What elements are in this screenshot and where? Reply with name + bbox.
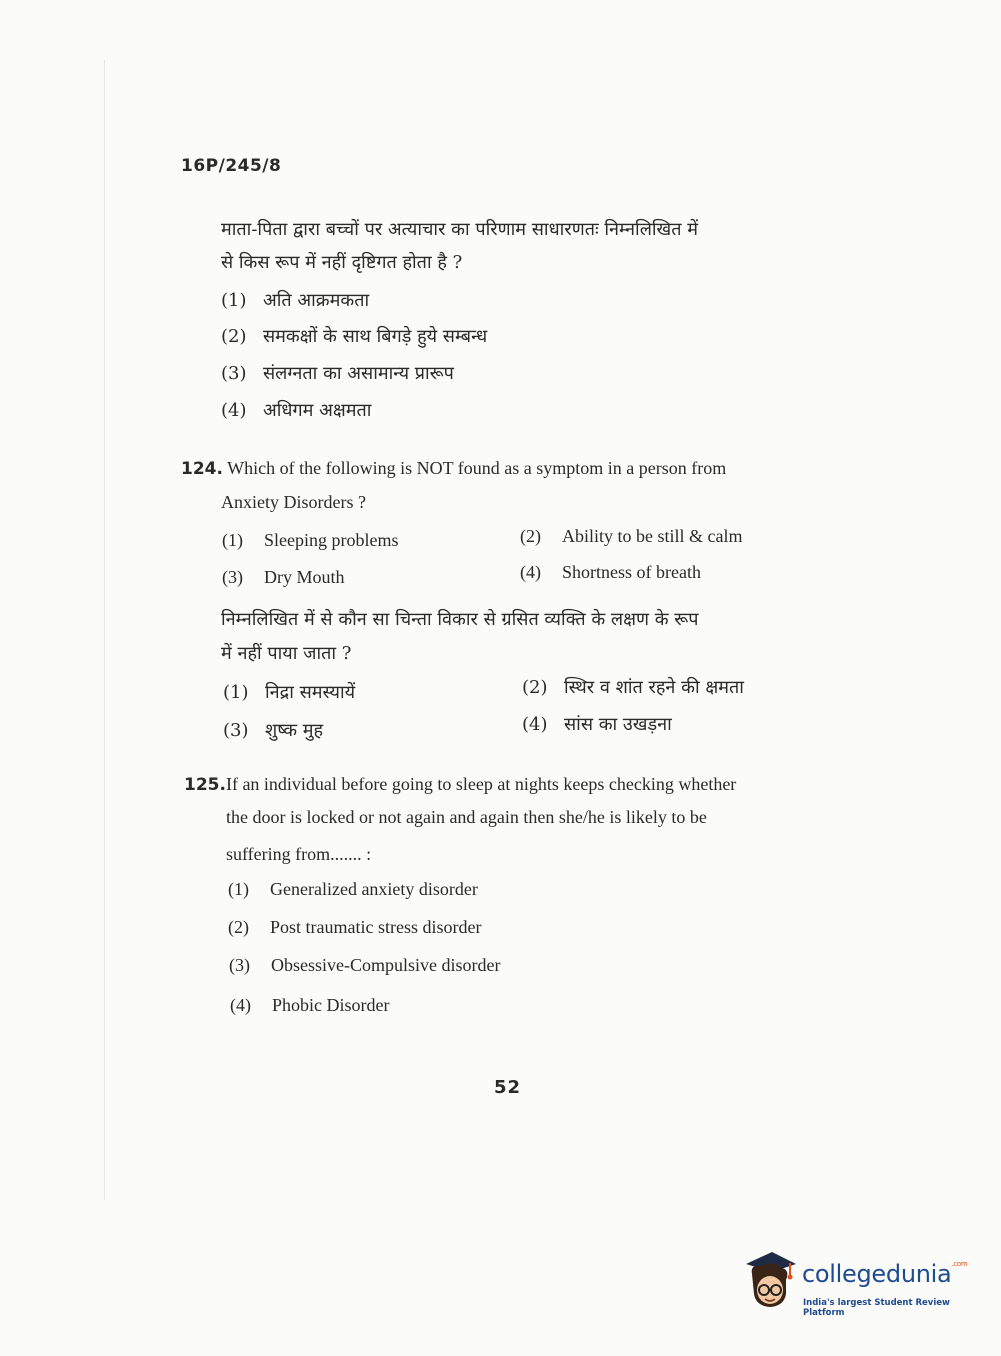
option-text: संलग्नता का असामान्य प्रारूप bbox=[263, 363, 454, 384]
q123-hindi-option-4 bbox=[221, 402, 371, 420]
paper-code: 16P/245/8 bbox=[181, 156, 282, 176]
option-text: स्थिर व शांत रहने की क्षमता bbox=[564, 677, 744, 698]
q124-option-1 bbox=[222, 531, 398, 549]
q125-stem-line1 bbox=[184, 775, 736, 794]
q125-option-1 bbox=[228, 880, 478, 898]
option-text: अति आक्रमकता bbox=[263, 290, 370, 311]
option-number: (3) bbox=[229, 955, 250, 975]
option-text: Ability to be still & calm bbox=[562, 526, 743, 546]
option-text: निद्रा समस्यायें bbox=[265, 682, 356, 703]
logo-tagline: India's largest Student Review Platform bbox=[803, 1298, 950, 1318]
option-number: (3) bbox=[221, 363, 247, 384]
q123-hindi-option-3 bbox=[221, 365, 454, 383]
logo-brand-text: collegedunia bbox=[802, 1260, 952, 1288]
mascot-icon bbox=[742, 1250, 800, 1310]
q124-option-4 bbox=[520, 563, 701, 581]
option-text: Phobic Disorder bbox=[272, 995, 390, 1015]
option-text: Dry Mouth bbox=[264, 567, 345, 587]
option-number: (4) bbox=[520, 562, 541, 582]
q125-option-4 bbox=[230, 996, 389, 1014]
q124-hindi-option-2 bbox=[522, 679, 744, 697]
option-number: (4) bbox=[221, 400, 247, 421]
option-text: Shortness of breath bbox=[562, 562, 701, 582]
option-number: (1) bbox=[228, 879, 249, 899]
q125-option-2 bbox=[228, 918, 481, 936]
option-text: Sleeping problems bbox=[264, 530, 399, 550]
q125-stem-line3: suffering from....... : bbox=[226, 844, 372, 864]
q123-hindi-stem-line1: माता-पिता द्वारा बच्चों पर अत्याचार का परिणाम साधारणतः निम्नलिखित में bbox=[221, 219, 699, 240]
question-text: Which of the following is NOT found as a symptom in a person from bbox=[227, 458, 727, 478]
logo-dotcom: .com bbox=[951, 1260, 968, 1268]
option-text: Generalized anxiety disorder bbox=[270, 879, 478, 899]
option-text: Post traumatic stress disorder bbox=[270, 917, 482, 937]
page-margin-line bbox=[104, 60, 105, 1200]
question-number: 125. bbox=[184, 775, 226, 795]
option-number: (3) bbox=[223, 720, 249, 741]
q123-hindi-stem-line2: से किस रूप में नहीं दृष्टिगत होता है ? bbox=[221, 252, 463, 273]
logo-brand bbox=[802, 1260, 967, 1288]
q125-option-3 bbox=[229, 956, 500, 974]
q124-stem-line2: Anxiety Disorders ? bbox=[221, 492, 366, 512]
option-number: (1) bbox=[222, 530, 243, 550]
q124-hindi-stem-line2: में नहीं पाया जाता ? bbox=[221, 643, 352, 664]
option-number: (2) bbox=[221, 326, 247, 347]
q124-stem-line1 bbox=[181, 459, 726, 478]
option-text: अधिगम अक्षमता bbox=[263, 400, 372, 421]
q124-hindi-option-1 bbox=[223, 684, 355, 702]
q123-hindi-option-2 bbox=[221, 328, 487, 346]
q124-hindi-option-4 bbox=[522, 716, 672, 734]
option-number: (1) bbox=[221, 290, 247, 311]
q125-stem-line2: the door is locked or not again and again then she/he is likely to be bbox=[226, 807, 707, 827]
option-number: (1) bbox=[223, 682, 249, 703]
option-number: (2) bbox=[522, 677, 548, 698]
option-number: (4) bbox=[230, 995, 251, 1015]
q124-option-2 bbox=[520, 527, 742, 545]
option-text: Obsessive-Compulsive disorder bbox=[271, 955, 501, 975]
option-number: (2) bbox=[520, 526, 541, 546]
option-text: शुष्क मुह bbox=[265, 720, 324, 741]
collegedunia-logo bbox=[742, 1250, 972, 1318]
page-number: 52 bbox=[494, 1077, 522, 1098]
question-number: 124. bbox=[181, 459, 223, 479]
question-text: If an individual before going to sleep at nights keeps checking whether bbox=[225, 774, 737, 794]
q123-hindi-option-1 bbox=[221, 292, 369, 310]
option-text: समकक्षों के साथ बिगड़े हुये सम्बन्ध bbox=[263, 326, 488, 347]
option-number: (2) bbox=[228, 917, 249, 937]
q124-hindi-option-3 bbox=[223, 722, 323, 740]
option-number: (3) bbox=[222, 567, 243, 587]
q124-hindi-stem-line1: निम्नलिखित में से कौन सा चिन्ता विकार से ग्रसित व्यक्ति के लक्षण के रूप bbox=[221, 609, 699, 630]
option-text: सांस का उखड़ना bbox=[564, 714, 672, 735]
option-number: (4) bbox=[522, 714, 548, 735]
q124-option-3 bbox=[222, 568, 345, 586]
